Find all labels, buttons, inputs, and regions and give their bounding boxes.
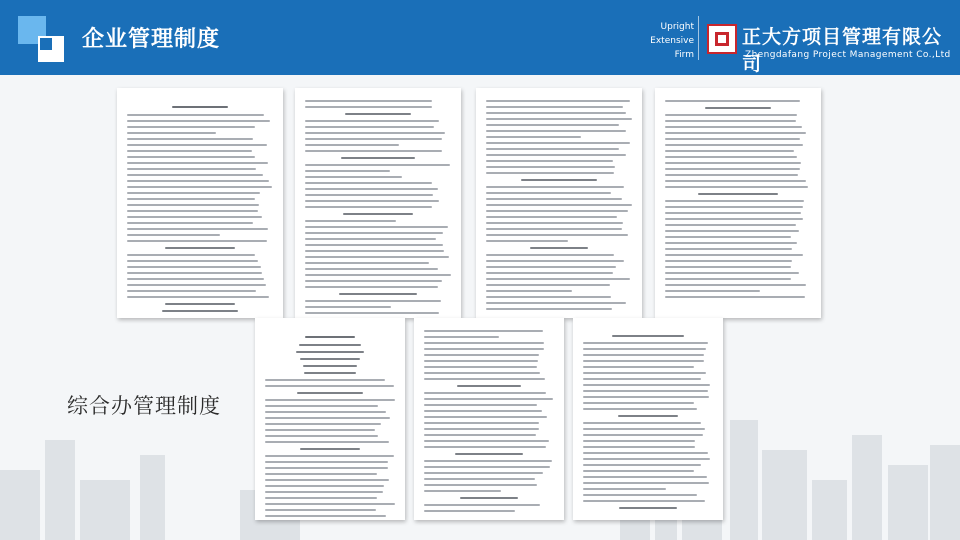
document-text-line [305, 274, 451, 276]
document-text-line [305, 138, 442, 140]
document-text-line [127, 216, 262, 218]
document-text-line [424, 428, 539, 430]
document-text-line [583, 458, 710, 460]
document-text-line [265, 399, 395, 401]
document-text-line [486, 130, 626, 132]
document-text-line [127, 272, 262, 274]
document-text-line [486, 254, 614, 256]
document-text-line [305, 262, 429, 264]
document-text-line [583, 434, 703, 436]
document-text-line [305, 232, 443, 234]
document-text-line [265, 441, 389, 443]
document-text-line [305, 188, 438, 190]
document-text-line [305, 206, 432, 208]
header-bar [0, 0, 960, 75]
company-name-en: Zhengdafang Project Management Co.,Ltd [745, 50, 951, 60]
document-text-line [127, 144, 267, 146]
document-text-line [583, 428, 705, 430]
document-text-line [305, 286, 438, 288]
document-text-line [127, 290, 256, 292]
document-text-line [486, 272, 613, 274]
document-text-line [665, 150, 794, 152]
document-text-line [530, 247, 589, 249]
document-text-line [486, 234, 628, 236]
document-text-line [304, 372, 357, 374]
document-text-line [486, 278, 630, 280]
document-page-7 [573, 318, 723, 520]
document-text-line [486, 308, 612, 310]
document-text-line [583, 488, 666, 490]
document-text-line [265, 435, 378, 437]
document-text-line [424, 330, 543, 332]
document-text-line [486, 290, 572, 292]
squares-logo-icon [18, 16, 64, 62]
document-text-line [583, 500, 705, 502]
document-text-line [486, 204, 632, 206]
document-text-line [424, 504, 540, 506]
document-text-line [486, 240, 568, 242]
document-text-line [265, 405, 378, 407]
tagline-line: Firm [674, 50, 694, 60]
document-text-line [165, 247, 235, 249]
document-text-line [665, 236, 791, 238]
document-text-line [583, 378, 701, 380]
document-text-line [424, 446, 546, 448]
document-text-line [665, 144, 803, 146]
document-text-line [424, 472, 543, 474]
document-text-line [127, 114, 264, 116]
document-text-line [127, 240, 267, 242]
document-text-line [486, 106, 623, 108]
document-text-line [424, 354, 539, 356]
document-text-line [265, 423, 381, 425]
document-text-line [127, 156, 255, 158]
document-text-line [424, 466, 550, 468]
document-text-line [305, 220, 396, 222]
document-text-line [583, 446, 695, 448]
document-text-line [265, 429, 375, 431]
document-text-line [486, 118, 632, 120]
document-text-line [265, 515, 386, 517]
document-text-line [583, 372, 706, 374]
document-text-line [305, 268, 438, 270]
document-heading-line [172, 106, 227, 108]
document-page-6 [414, 318, 564, 520]
document-text-line [665, 138, 800, 140]
document-text-line [486, 216, 617, 218]
document-text-line [424, 372, 540, 374]
document-text-line [583, 422, 701, 424]
document-text-line [665, 126, 802, 128]
document-text-line [305, 312, 439, 314]
document-text-line [486, 284, 610, 286]
document-text-line [583, 348, 706, 350]
document-text-line [486, 192, 611, 194]
document-text-line [305, 132, 445, 134]
document-text-line [424, 378, 545, 380]
document-text-line [665, 114, 797, 116]
document-text-line [486, 160, 613, 162]
document-text-line [665, 248, 792, 250]
document-text-line [305, 280, 442, 282]
document-text-line [665, 186, 808, 188]
document-text-line [486, 186, 624, 188]
document-text-line [127, 126, 255, 128]
square-frame-logo-icon [707, 24, 737, 54]
document-heading-line [305, 336, 354, 338]
document-text-line [127, 222, 253, 224]
document-text-line [665, 242, 797, 244]
document-text-line [127, 168, 256, 170]
document-text-line [583, 360, 704, 362]
document-text-line [486, 112, 626, 114]
document-text-line [127, 260, 258, 262]
document-text-line [165, 303, 235, 305]
document-text-line [486, 100, 630, 102]
document-text-line [665, 230, 799, 232]
document-text-line [305, 182, 432, 184]
document-text-line [127, 234, 220, 236]
tagline-line: Extensive [650, 36, 694, 46]
document-text-line [341, 157, 414, 159]
document-text-line [424, 440, 549, 442]
document-text-line [486, 172, 614, 174]
document-text-line [486, 136, 581, 138]
document-text-line [305, 300, 441, 302]
document-text-line [296, 351, 363, 353]
document-text-line [665, 290, 760, 292]
document-text-line [583, 354, 704, 356]
document-text-line [665, 224, 796, 226]
document-text-line [612, 335, 684, 337]
document-text-line [618, 415, 678, 417]
document-text-line [665, 100, 800, 102]
document-text-line [424, 360, 538, 362]
document-text-line [265, 417, 390, 419]
document-text-line [583, 476, 707, 478]
document-text-line [127, 132, 216, 134]
document-text-line [486, 222, 623, 224]
document-text-line [305, 238, 436, 240]
document-text-line [265, 411, 386, 413]
document-text-line [424, 422, 539, 424]
document-page-1 [117, 88, 283, 318]
document-text-line [665, 174, 798, 176]
document-text-line [460, 497, 518, 499]
document-text-line [265, 497, 377, 499]
document-text-line [305, 194, 433, 196]
document-text-line [665, 212, 801, 214]
document-text-line [127, 228, 268, 230]
tagline-line: Upright [660, 22, 694, 32]
document-text-line [127, 150, 252, 152]
document-text-line [424, 392, 546, 394]
document-text-line [305, 170, 390, 172]
document-text-line [127, 254, 255, 256]
document-text-line [424, 478, 535, 480]
document-text-line [127, 138, 253, 140]
document-text-line [486, 154, 626, 156]
document-text-line [424, 434, 536, 436]
document-text-line [265, 485, 384, 487]
tagline [642, 20, 694, 62]
document-text-line [486, 124, 619, 126]
document-text-line [300, 448, 361, 450]
document-text-line [265, 461, 388, 463]
document-text-line [424, 348, 544, 350]
document-text-line [127, 186, 272, 188]
document-page-2 [295, 88, 461, 318]
document-text-line [424, 404, 537, 406]
document-text-line [305, 144, 399, 146]
document-text-line [619, 507, 678, 509]
document-text-line [127, 174, 263, 176]
document-text-line [583, 366, 694, 368]
document-text-line [424, 342, 544, 344]
document-text-line [305, 250, 444, 252]
document-page-5 [255, 318, 405, 520]
document-text-line [305, 200, 439, 202]
company-name-cn: 正大方项目管理有限公司 [742, 26, 943, 75]
document-text-line [486, 266, 616, 268]
document-text-line [665, 218, 803, 220]
document-text-line [583, 396, 709, 398]
document-text-line [343, 213, 414, 215]
document-text-line [486, 142, 630, 144]
document-text-line [486, 260, 624, 262]
document-text-line [583, 384, 710, 386]
document-text-line [665, 272, 799, 274]
document-text-line [265, 467, 388, 469]
document-text-line [300, 358, 360, 360]
document-text-line [424, 490, 501, 492]
document-text-line [665, 284, 806, 286]
document-text-line [265, 385, 394, 387]
document-text-line [698, 193, 777, 195]
document-text-line [127, 278, 264, 280]
document-caption: 综合办管理制度 [67, 394, 221, 418]
document-text-line [127, 198, 255, 200]
document-text-line [345, 113, 411, 115]
document-text-line [486, 302, 626, 304]
document-text-line [305, 244, 443, 246]
document-text-line [665, 168, 800, 170]
document-text-line [665, 206, 803, 208]
document-text-line [305, 150, 442, 152]
document-text-line [305, 120, 439, 122]
document-text-line [424, 416, 547, 418]
document-text-line [583, 482, 709, 484]
document-text-line [486, 296, 611, 298]
document-text-line [665, 132, 806, 134]
document-text-line [455, 453, 523, 455]
document-page-3 [476, 88, 642, 318]
document-text-line [583, 440, 695, 442]
document-text-line [305, 164, 450, 166]
document-text-line [583, 408, 697, 410]
document-text-line [305, 306, 391, 308]
document-text-line [486, 148, 619, 150]
document-text-line [162, 310, 239, 312]
page-title: 企业管理制度 [82, 27, 221, 52]
document-text-line [583, 464, 701, 466]
document-text-line [665, 260, 792, 262]
document-text-line [665, 180, 806, 182]
document-text-line [265, 479, 389, 481]
document-text-line [424, 510, 515, 512]
document-text-line [665, 200, 804, 202]
document-text-line [265, 379, 385, 381]
document-text-line [127, 204, 259, 206]
document-text-line [305, 106, 432, 108]
document-text-line [665, 120, 796, 122]
document-text-line [665, 162, 801, 164]
document-text-line [305, 256, 449, 258]
document-text-line [127, 296, 269, 298]
document-text-line [127, 162, 268, 164]
document-text-line [127, 120, 270, 122]
document-text-line [424, 336, 499, 338]
document-text-line [583, 402, 694, 404]
document-text-line [424, 366, 537, 368]
document-text-line [305, 176, 402, 178]
document-text-line [486, 210, 628, 212]
document-text-line [127, 266, 261, 268]
document-text-line [486, 166, 615, 168]
document-text-line [665, 296, 805, 298]
document-text-line [583, 494, 697, 496]
document-text-line [583, 470, 694, 472]
document-text-line [339, 293, 417, 295]
document-text-line [265, 509, 376, 511]
document-text-line [486, 228, 622, 230]
document-page-4 [655, 88, 821, 318]
header-divider [698, 16, 699, 60]
document-text-line [665, 254, 803, 256]
document-text-line [299, 344, 362, 346]
document-text-line [303, 365, 356, 367]
document-text-line [127, 192, 260, 194]
document-text-line [457, 385, 520, 387]
document-text-line [127, 284, 266, 286]
document-text-line [665, 278, 791, 280]
document-text-line [583, 342, 708, 344]
document-text-line [521, 179, 596, 181]
document-text-line [424, 410, 542, 412]
document-text-line [424, 484, 537, 486]
document-text-line [305, 226, 448, 228]
document-text-line [265, 455, 394, 457]
document-text-line [705, 107, 772, 109]
document-text-line [424, 460, 552, 462]
document-text-line [127, 210, 258, 212]
document-text-line [265, 491, 383, 493]
document-text-line [305, 126, 434, 128]
document-text-line [265, 503, 395, 505]
document-text-line [305, 100, 432, 102]
document-text-line [583, 452, 708, 454]
document-text-line [665, 156, 797, 158]
document-text-line [127, 180, 269, 182]
document-text-line [665, 266, 791, 268]
document-text-line [297, 392, 364, 394]
document-text-line [486, 198, 622, 200]
document-text-line [424, 398, 553, 400]
document-text-line [583, 390, 708, 392]
document-text-line [265, 473, 377, 475]
